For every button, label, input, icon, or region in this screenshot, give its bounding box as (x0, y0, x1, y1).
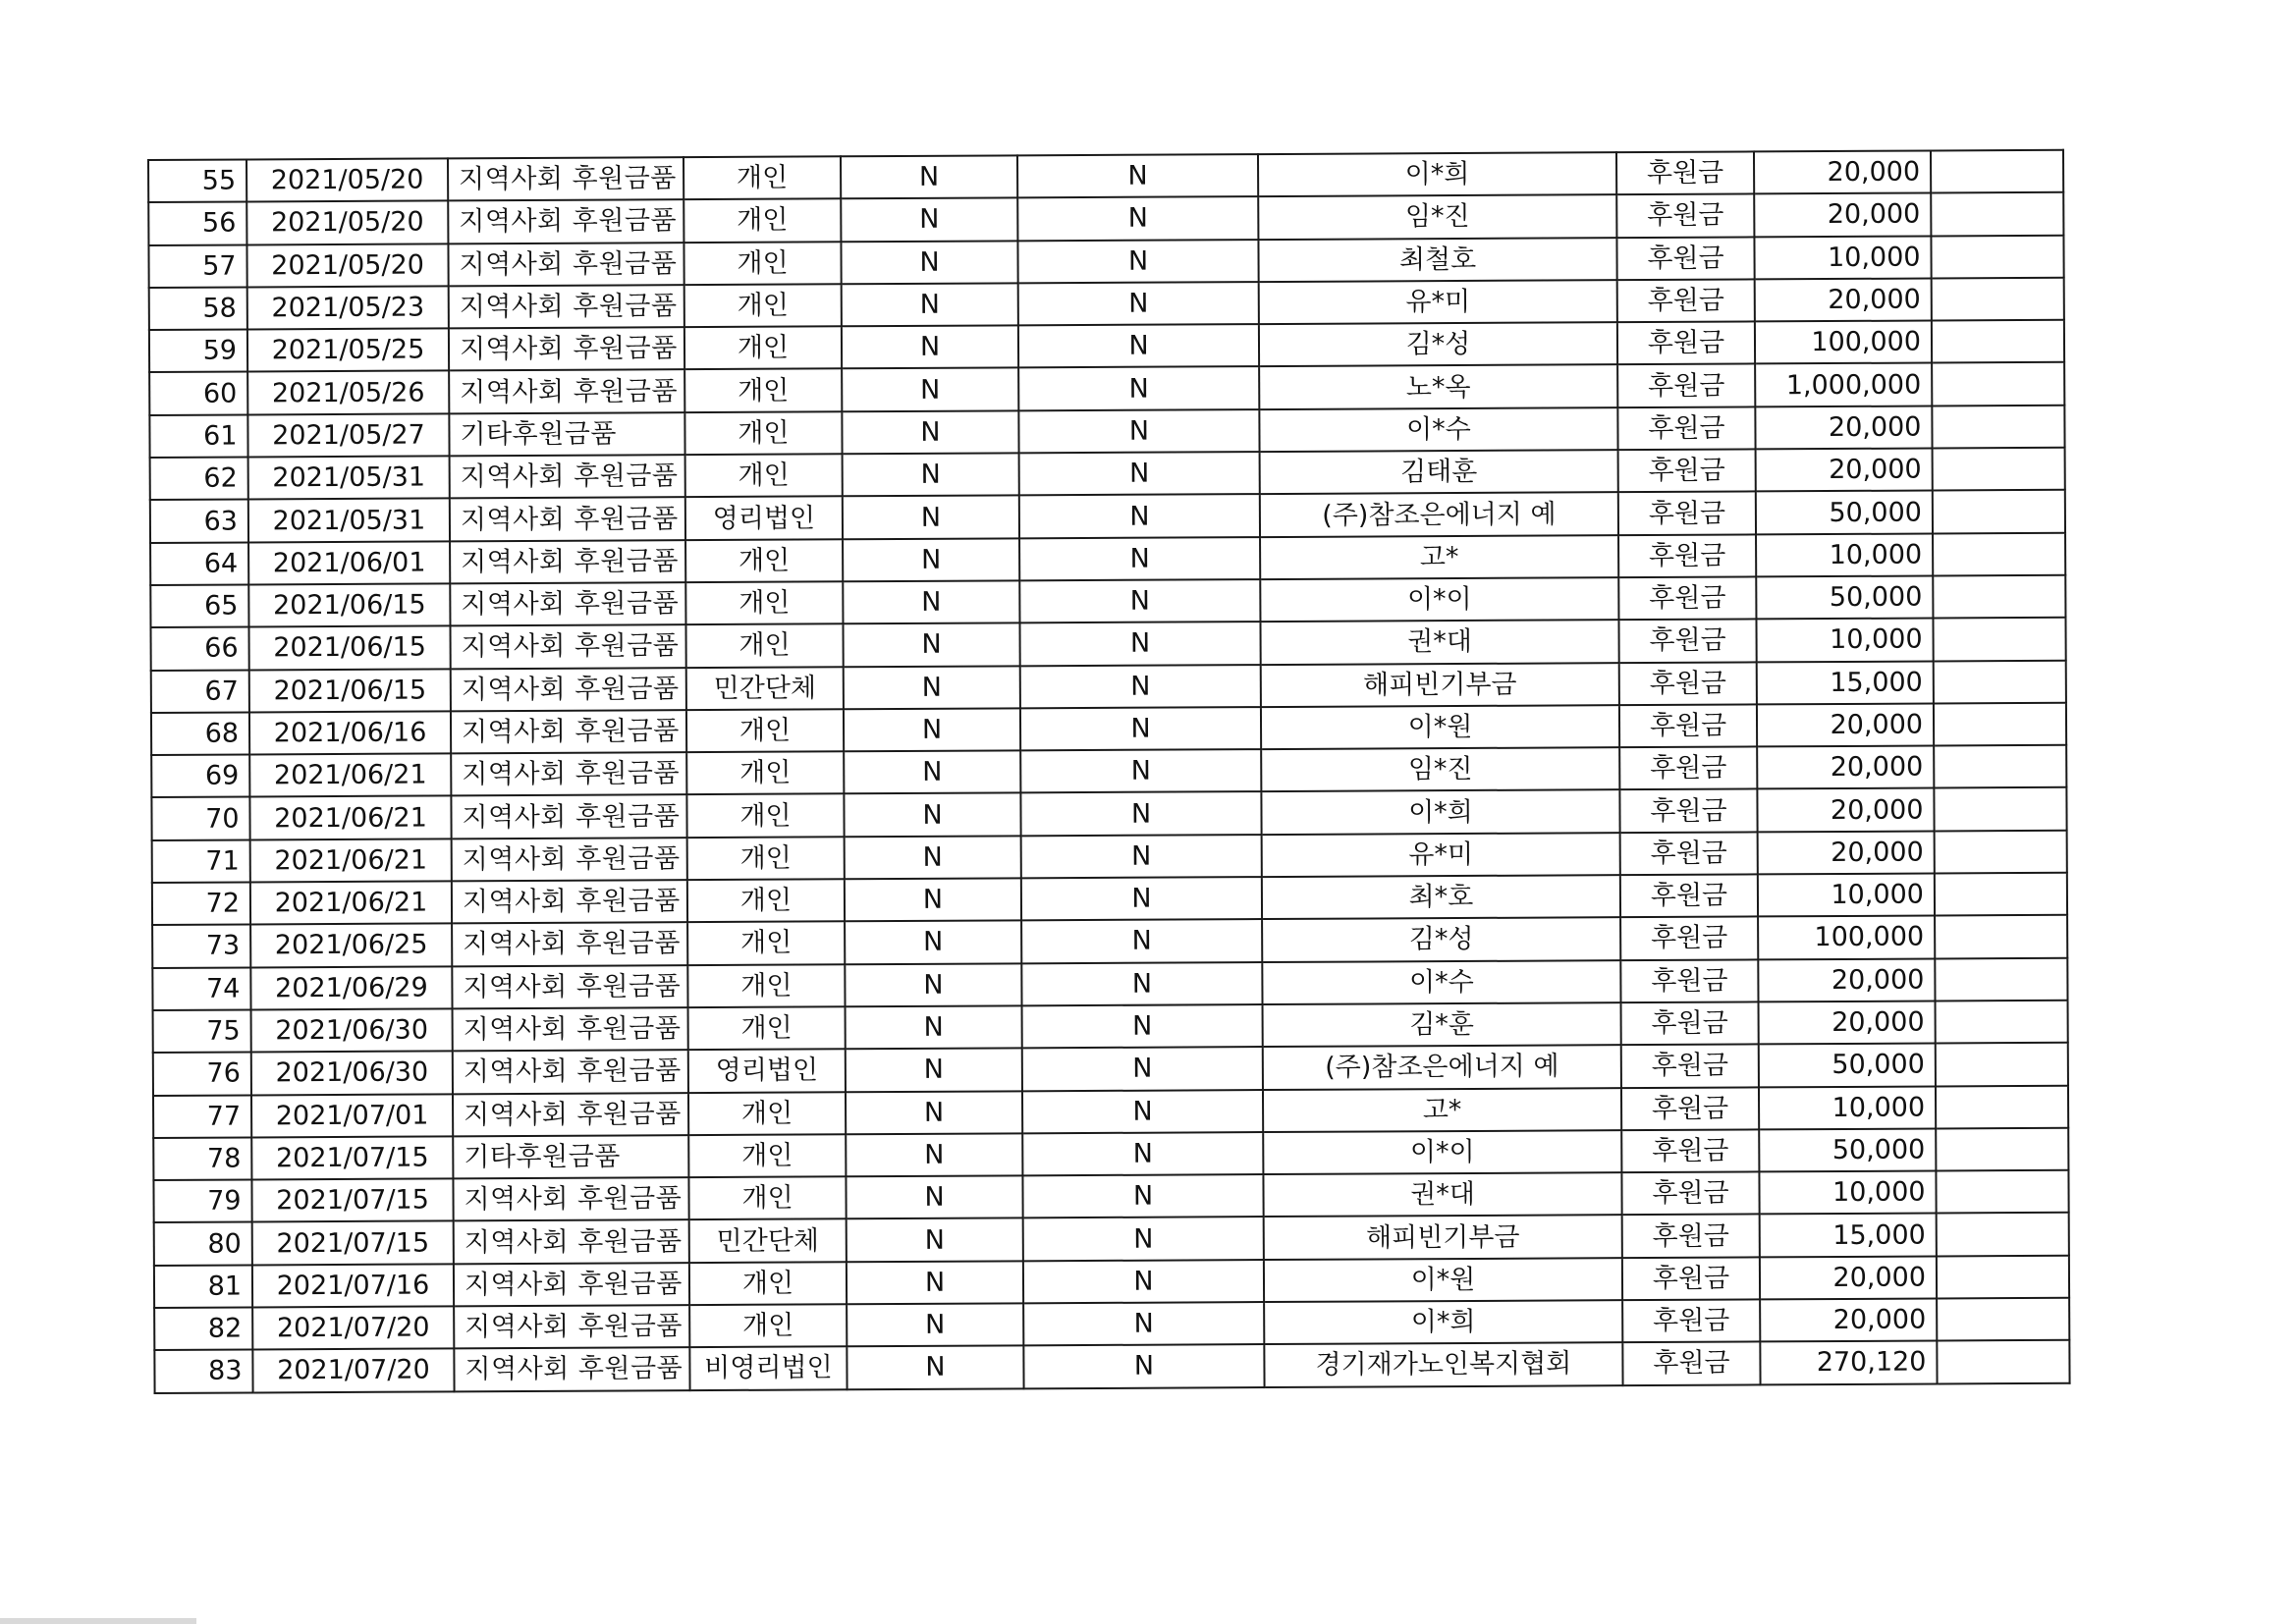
date-cell: 2021/06/21 (250, 839, 452, 882)
note-cell (1932, 362, 2064, 406)
donor-name-cell: 고* (1263, 1088, 1621, 1132)
row-number-cell: 66 (150, 627, 248, 671)
category-cell: 지역사회 후원금품 (453, 1093, 688, 1137)
flag-cell-2: N (1022, 1047, 1263, 1091)
amount-cell: 15,000 (1757, 661, 1934, 704)
donation-kind-cell: 후원금 (1617, 406, 1755, 450)
donor-type-cell: 개인 (689, 1262, 847, 1305)
amount-cell: 10,000 (1754, 236, 1931, 279)
row-number-cell: 71 (152, 839, 250, 883)
flag-cell-1: N (841, 241, 1017, 284)
flag-cell-1: N (847, 1218, 1023, 1262)
donor-name-cell: 해피빈기부금 (1261, 663, 1619, 707)
donation-kind-cell: 후원금 (1618, 450, 1756, 493)
donor-name-cell: 이*원 (1261, 705, 1619, 749)
flag-cell-2: N (1019, 494, 1260, 538)
donation-kind-cell: 후원금 (1621, 1087, 1759, 1130)
flag-cell-1: N (846, 1049, 1022, 1092)
donor-type-cell: 개인 (686, 751, 844, 794)
category-cell: 지역사회 후원금품 (454, 1263, 689, 1307)
donation-kind-cell: 후원금 (1616, 151, 1754, 194)
donation-kind-cell: 후원금 (1618, 576, 1756, 620)
category-cell: 지역사회 후원금품 (450, 455, 685, 499)
donor-type-cell: 개인 (688, 1006, 846, 1050)
table-row (154, 1340, 2069, 1393)
flag-cell-1: N (844, 793, 1020, 837)
row-number-cell: 83 (154, 1350, 252, 1393)
donor-name-cell: 최철호 (1258, 238, 1616, 282)
donor-type-cell: 영리법인 (685, 497, 843, 540)
flag-cell-1: N (841, 198, 1017, 242)
amount-cell: 20,000 (1755, 278, 1932, 321)
date-cell: 2021/05/31 (248, 456, 450, 499)
note-cell (1937, 1298, 2069, 1341)
date-cell: 2021/06/21 (249, 796, 451, 839)
date-cell: 2021/06/15 (248, 626, 450, 670)
flag-cell-2: N (1021, 835, 1262, 879)
note-cell (1934, 660, 2066, 703)
donor-name-cell: 노*옥 (1259, 365, 1617, 409)
category-cell: 지역사회 후원금품 (451, 710, 686, 754)
category-cell: 지역사회 후원금품 (452, 880, 687, 924)
donation-kind-cell: 후원금 (1617, 322, 1755, 365)
amount-cell: 10,000 (1756, 533, 1933, 576)
donor-name-cell: 이*이 (1260, 577, 1618, 622)
date-cell: 2021/05/20 (246, 201, 448, 244)
category-cell: 지역사회 후원금품 (454, 1305, 689, 1349)
donor-type-cell: 개인 (686, 794, 844, 838)
row-number-cell: 78 (153, 1137, 251, 1180)
row-number-cell: 82 (154, 1307, 252, 1350)
amount-cell: 20,000 (1760, 1298, 1937, 1341)
donor-type-cell: 개인 (687, 964, 845, 1007)
flag-cell-1: N (846, 1175, 1022, 1218)
scan-edge (0, 1618, 196, 1624)
flag-cell-2: N (1020, 707, 1261, 751)
amount-cell: 10,000 (1759, 1086, 1936, 1129)
category-cell: 지역사회 후원금품 (452, 838, 687, 882)
donation-kind-cell: 후원금 (1618, 534, 1756, 577)
amount-cell: 270,120 (1760, 1341, 1937, 1384)
flag-cell-1: N (846, 1005, 1022, 1049)
date-cell: 2021/06/15 (249, 669, 451, 712)
donation-kind-cell: 후원금 (1621, 1172, 1759, 1216)
row-number-cell: 60 (149, 372, 247, 415)
donor-type-cell: 개인 (687, 879, 845, 922)
flag-cell-2: N (1022, 1004, 1263, 1049)
flag-cell-2: N (1020, 792, 1261, 837)
amount-cell: 10,000 (1756, 619, 1933, 662)
flag-cell-1: N (842, 326, 1018, 369)
amount-cell: 10,000 (1759, 1171, 1936, 1215)
category-cell: 지역사회 후원금품 (448, 157, 683, 201)
donor-type-cell: 개인 (687, 922, 845, 965)
category-cell: 지역사회 후원금품 (454, 1347, 689, 1391)
flag-cell-1: N (845, 921, 1021, 964)
donor-name-cell: (주)참조은에너지 예 (1263, 1045, 1621, 1089)
flag-cell-2: N (1017, 154, 1258, 198)
flag-cell-1: N (843, 538, 1019, 581)
note-cell (1935, 873, 2067, 916)
row-number-cell: 58 (149, 287, 247, 330)
date-cell: 2021/06/25 (250, 924, 452, 967)
flag-cell-1: N (845, 836, 1021, 879)
flag-cell-1: N (843, 453, 1019, 496)
donation-kind-cell: 후원금 (1619, 662, 1757, 705)
category-cell: 지역사회 후원금품 (451, 752, 686, 796)
donor-type-cell: 민간단체 (689, 1219, 847, 1263)
row-number-cell: 61 (149, 414, 247, 458)
amount-cell: 20,000 (1755, 406, 1932, 449)
flag-cell-2: N (1018, 367, 1259, 411)
flag-cell-2: N (1018, 324, 1259, 368)
note-cell (1931, 150, 2063, 193)
donation-kind-cell: 후원금 (1620, 832, 1758, 875)
date-cell: 2021/07/20 (252, 1306, 454, 1349)
flag-cell-1: N (842, 283, 1018, 326)
donor-name-cell: 권*대 (1263, 1172, 1621, 1217)
row-number-cell: 70 (151, 797, 249, 840)
flag-cell-2: N (1023, 1302, 1264, 1346)
note-cell (1936, 1085, 2068, 1128)
date-cell: 2021/05/23 (247, 286, 449, 329)
donation-kind-cell: 후원금 (1618, 492, 1756, 535)
category-cell: 지역사회 후원금품 (451, 668, 686, 712)
row-number-cell: 62 (150, 458, 248, 501)
date-cell: 2021/06/16 (249, 711, 451, 754)
amount-cell: 15,000 (1760, 1214, 1937, 1257)
row-number-cell: 76 (153, 1053, 251, 1096)
note-cell (1933, 575, 2065, 619)
category-cell: 지역사회 후원금품 (452, 965, 687, 1009)
donor-name-cell: 해피빈기부금 (1264, 1216, 1622, 1260)
donor-type-cell: 개인 (684, 284, 842, 327)
note-cell (1937, 1340, 2069, 1383)
donation-kind-cell: 후원금 (1622, 1257, 1760, 1300)
category-cell: 지역사회 후원금품 (448, 243, 683, 287)
flag-cell-2: N (1020, 749, 1261, 793)
donor-name-cell: 이*희 (1261, 790, 1619, 835)
table-body (148, 150, 2070, 1393)
row-number-cell: 57 (148, 244, 246, 288)
note-cell (1936, 1043, 2068, 1086)
row-number-cell: 68 (151, 712, 249, 755)
note-cell (1934, 745, 2066, 788)
flag-cell-1: N (844, 708, 1020, 751)
note-cell (1937, 1255, 2069, 1298)
donor-name-cell: 이*수 (1259, 407, 1617, 452)
row-number-cell: 81 (154, 1265, 252, 1308)
row-number-cell: 77 (153, 1095, 251, 1138)
donor-name-cell: 이*원 (1264, 1258, 1622, 1302)
donation-kind-cell: 후원금 (1617, 279, 1755, 322)
date-cell: 2021/07/15 (251, 1136, 453, 1179)
note-cell (1935, 831, 2067, 874)
donor-name-cell: 최*호 (1262, 875, 1620, 919)
amount-cell: 20,000 (1760, 1256, 1937, 1299)
amount-cell: 10,000 (1758, 874, 1935, 917)
date-cell: 2021/05/26 (247, 371, 449, 414)
date-cell: 2021/06/21 (249, 754, 451, 797)
flag-cell-2: N (1019, 579, 1260, 623)
donor-type-cell: 민간단체 (686, 667, 844, 710)
donor-type-cell: 개인 (685, 624, 843, 668)
amount-cell: 100,000 (1755, 321, 1932, 364)
donor-type-cell: 비영리법인 (689, 1347, 847, 1390)
donor-name-cell: 이*희 (1264, 1300, 1622, 1344)
donor-name-cell: 권*대 (1260, 620, 1618, 664)
amount-cell: 50,000 (1756, 491, 1933, 534)
category-cell: 지역사회 후원금품 (449, 370, 684, 414)
flag-cell-2: N (1021, 962, 1262, 1006)
donor-name-cell: 임*진 (1258, 194, 1616, 239)
date-cell: 2021/07/15 (252, 1221, 454, 1265)
date-cell: 2021/05/31 (248, 499, 450, 542)
note-cell (1933, 618, 2065, 661)
row-number-cell: 74 (152, 967, 250, 1010)
donation-kind-cell: 후원금 (1620, 917, 1758, 960)
category-cell: 지역사회 후원금품 (450, 624, 685, 669)
donation-kind-cell: 후원금 (1616, 237, 1754, 280)
donor-name-cell: 김*훈 (1263, 1002, 1621, 1047)
donor-type-cell: 영리법인 (688, 1050, 846, 1093)
date-cell: 2021/05/25 (247, 329, 449, 372)
note-cell (1935, 957, 2067, 1001)
donor-name-cell: 경기재가노인복지협회 (1264, 1342, 1622, 1386)
date-cell: 2021/05/27 (247, 413, 449, 457)
row-number-cell: 79 (153, 1180, 251, 1223)
donation-kind-cell: 후원금 (1622, 1342, 1760, 1385)
flag-cell-1: N (843, 623, 1019, 667)
amount-cell: 20,000 (1756, 449, 1933, 492)
category-cell: 기타후원금품 (449, 412, 684, 457)
row-number-cell: 75 (153, 1009, 251, 1053)
category-cell: 지역사회 후원금품 (454, 1220, 689, 1265)
donation-kind-cell: 후원금 (1619, 704, 1757, 747)
donation-kind-cell: 후원금 (1618, 620, 1756, 663)
note-cell (1932, 320, 2064, 363)
date-cell: 2021/07/15 (251, 1179, 453, 1222)
note-cell (1933, 448, 2065, 491)
donation-kind-cell: 후원금 (1617, 364, 1755, 407)
donation-kind-cell: 후원금 (1619, 747, 1757, 790)
donor-name-cell: 임*진 (1261, 747, 1619, 791)
row-number-cell: 69 (151, 755, 249, 798)
donor-type-cell: 개인 (684, 369, 842, 412)
category-cell: 지역사회 후원금품 (452, 922, 687, 966)
flag-cell-2: N (1017, 240, 1258, 284)
flag-cell-1: N (842, 410, 1018, 454)
flag-cell-1: N (846, 1133, 1022, 1176)
flag-cell-1: N (844, 666, 1020, 709)
note-cell (1936, 1001, 2068, 1044)
donor-name-cell: 김*성 (1262, 918, 1620, 962)
amount-cell: 1,000,000 (1755, 363, 1932, 406)
flag-cell-2: N (1021, 877, 1262, 921)
flag-cell-2: N (1023, 1217, 1264, 1261)
flag-cell-1: N (847, 1346, 1023, 1389)
note-cell (1935, 915, 2067, 958)
flag-cell-2: N (1022, 1174, 1263, 1218)
row-number-cell: 55 (148, 159, 246, 202)
date-cell: 2021/06/30 (251, 1052, 453, 1095)
flag-cell-1: N (844, 751, 1020, 794)
category-cell: 지역사회 후원금품 (451, 795, 686, 839)
category-cell: 지역사회 후원금품 (449, 327, 684, 371)
donation-kind-cell: 후원금 (1621, 1129, 1759, 1172)
donor-type-cell: 개인 (685, 581, 843, 624)
category-cell: 지역사회 후원금품 (453, 1050, 688, 1094)
note-cell (1934, 787, 2066, 831)
date-cell: 2021/05/20 (246, 158, 448, 201)
amount-cell: 20,000 (1758, 958, 1935, 1001)
category-cell: 지역사회 후원금품 (450, 540, 685, 584)
amount-cell: 20,000 (1754, 150, 1931, 193)
flag-cell-1: N (843, 580, 1019, 623)
date-cell: 2021/06/29 (250, 966, 452, 1009)
donor-name-cell: 김태훈 (1260, 450, 1618, 494)
donor-name-cell: 이*이 (1263, 1130, 1621, 1174)
flag-cell-2: N (1019, 537, 1260, 581)
note-cell (1933, 532, 2065, 575)
flag-cell-2: N (1023, 1344, 1264, 1388)
donor-name-cell: 고* (1260, 535, 1618, 579)
row-number-cell: 67 (151, 670, 249, 713)
row-number-cell: 56 (148, 202, 246, 245)
donor-type-cell: 개인 (686, 709, 844, 752)
row-number-cell: 64 (150, 542, 248, 585)
flag-cell-2: N (1018, 282, 1259, 326)
donor-name-cell: 이*희 (1258, 152, 1616, 196)
flag-cell-2: N (1021, 919, 1262, 963)
donor-type-cell: 개인 (684, 411, 842, 455)
amount-cell: 20,000 (1759, 1001, 1936, 1044)
flag-cell-1: N (842, 368, 1018, 411)
donor-type-cell: 개인 (688, 1092, 846, 1135)
flag-cell-2: N (1019, 452, 1260, 496)
row-number-cell: 63 (150, 500, 248, 543)
note-cell (1931, 235, 2063, 278)
donation-kind-cell: 후원금 (1620, 959, 1758, 1002)
date-cell: 2021/05/20 (246, 244, 448, 287)
donor-type-cell: 개인 (688, 1176, 846, 1219)
date-cell: 2021/06/01 (248, 541, 450, 584)
donation-kind-cell: 후원금 (1621, 1045, 1759, 1088)
amount-cell: 20,000 (1758, 831, 1935, 874)
donor-name-cell: 김*성 (1259, 322, 1617, 366)
flag-cell-1: N (847, 1261, 1023, 1304)
note-cell (1936, 1128, 2068, 1171)
donor-type-cell: 개인 (683, 156, 841, 199)
date-cell: 2021/06/15 (248, 583, 450, 626)
flag-cell-2: N (1020, 665, 1261, 709)
date-cell: 2021/07/20 (252, 1349, 454, 1392)
note-cell (1936, 1170, 2068, 1214)
date-cell: 2021/07/01 (251, 1094, 453, 1137)
category-cell: 지역사회 후원금품 (453, 1177, 688, 1221)
note-cell (1934, 703, 2066, 746)
date-cell: 2021/06/30 (251, 1008, 453, 1052)
flag-cell-2: N (1023, 1260, 1264, 1304)
flag-cell-1: N (845, 963, 1021, 1006)
donor-name-cell: 유*미 (1259, 280, 1617, 324)
donor-type-cell: 개인 (685, 454, 843, 497)
donation-ledger (147, 149, 2069, 1394)
flag-cell-2: N (1022, 1132, 1263, 1176)
donation-table (147, 149, 2071, 1394)
note-cell (1937, 1213, 2069, 1256)
donor-name-cell: 유*미 (1262, 833, 1620, 877)
donor-type-cell: 개인 (687, 837, 845, 880)
amount-cell: 20,000 (1757, 746, 1934, 789)
amount-cell: 100,000 (1758, 916, 1935, 959)
category-cell: 지역사회 후원금품 (453, 1007, 688, 1052)
donor-type-cell: 개인 (684, 326, 842, 369)
row-number-cell: 73 (152, 925, 250, 968)
note-cell (1933, 490, 2065, 533)
date-cell: 2021/06/21 (250, 881, 452, 924)
flag-cell-1: N (841, 155, 1017, 198)
donor-type-cell: 개인 (688, 1134, 846, 1177)
row-number-cell: 72 (152, 883, 250, 926)
row-number-cell: 80 (154, 1222, 252, 1266)
donor-type-cell: 개인 (689, 1304, 847, 1347)
category-cell: 지역사회 후원금품 (448, 199, 683, 244)
flag-cell-2: N (1022, 1090, 1263, 1134)
donation-kind-cell: 후원금 (1619, 789, 1757, 833)
date-cell: 2021/07/16 (252, 1264, 454, 1307)
amount-cell: 20,000 (1757, 788, 1934, 832)
donor-name-cell: (주)참조은에너지 예 (1260, 493, 1618, 537)
donation-kind-cell: 후원금 (1621, 1001, 1759, 1045)
flag-cell-1: N (843, 496, 1019, 539)
donor-type-cell: 개인 (683, 199, 841, 243)
flag-cell-1: N (845, 878, 1021, 921)
category-cell: 지역사회 후원금품 (449, 285, 684, 329)
donor-type-cell: 개인 (685, 539, 843, 582)
flag-cell-2: N (1018, 409, 1259, 454)
flag-cell-2: N (1017, 196, 1258, 241)
donation-kind-cell: 후원금 (1616, 194, 1754, 238)
row-number-cell: 65 (150, 584, 248, 627)
amount-cell: 20,000 (1754, 193, 1931, 237)
amount-cell: 50,000 (1756, 575, 1933, 619)
row-number-cell: 59 (149, 330, 247, 373)
donation-kind-cell: 후원금 (1620, 874, 1758, 917)
note-cell (1931, 192, 2063, 236)
category-cell: 지역사회 후원금품 (450, 498, 685, 542)
flag-cell-1: N (846, 1091, 1022, 1134)
note-cell (1932, 406, 2064, 449)
category-cell: 지역사회 후원금품 (450, 582, 685, 626)
amount-cell: 50,000 (1759, 1044, 1936, 1087)
donor-name-cell: 이*수 (1262, 960, 1620, 1004)
category-cell: 기타후원금품 (453, 1135, 688, 1179)
donation-kind-cell: 후원금 (1622, 1299, 1760, 1342)
amount-cell: 50,000 (1759, 1128, 1936, 1171)
flag-cell-2: N (1019, 622, 1260, 666)
donation-kind-cell: 후원금 (1622, 1215, 1760, 1258)
flag-cell-1: N (847, 1303, 1023, 1346)
amount-cell: 20,000 (1757, 703, 1934, 746)
note-cell (1932, 278, 2064, 321)
donor-type-cell: 개인 (683, 242, 841, 285)
